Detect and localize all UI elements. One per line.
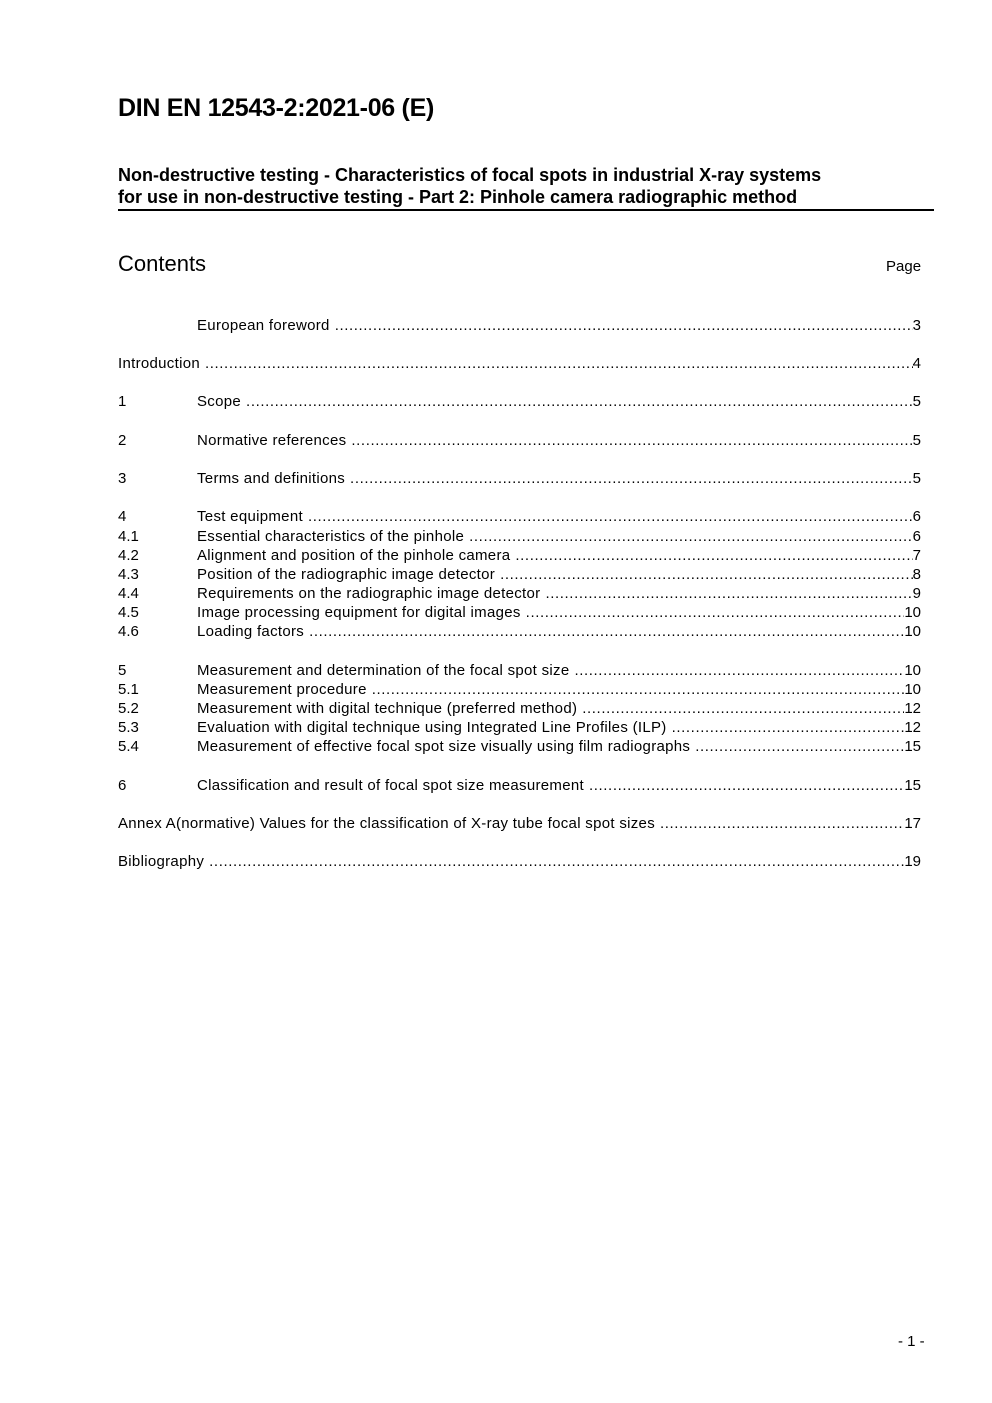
toc-entry-title: Scope	[197, 393, 242, 410]
toc-dot-leader	[308, 507, 913, 526]
toc-entry[interactable]	[118, 680, 921, 699]
toc-entry-number: 4.1	[118, 528, 139, 545]
toc-entry-number: 2	[118, 432, 127, 449]
toc-entry-page: 17	[904, 815, 921, 832]
toc-dot-leader	[589, 776, 904, 795]
toc-entry[interactable]	[118, 814, 921, 833]
toc-entry-title: Requirements on the radiographic image detector	[197, 585, 541, 602]
toc-entry-page: 10	[904, 604, 921, 621]
toc-entry-page: 6	[912, 528, 921, 545]
toc-dot-leader	[209, 852, 904, 871]
toc-dot-leader	[526, 603, 905, 622]
toc-entry-title: Terms and definitions	[197, 470, 346, 487]
document-title	[118, 164, 934, 211]
toc-entry-title: Annex A(normative) Values for the classification of X-ray tube focal spot sizes	[118, 815, 655, 832]
toc-dot-leader	[309, 622, 904, 641]
toc-entry-title: Essential characteristics of the pinhole	[197, 528, 465, 545]
toc-entry-page: 5	[912, 432, 921, 449]
document-id: DIN EN 12543-2:2021-06 (E)	[118, 94, 434, 122]
contents-heading: Contents	[118, 251, 207, 276]
toc-entry[interactable]	[118, 776, 921, 795]
toc-entry-number: 4.4	[118, 585, 139, 602]
toc-entry[interactable]	[118, 507, 921, 526]
toc-entry[interactable]	[118, 661, 921, 680]
toc-entry-page: 15	[904, 777, 921, 794]
document-title-line-1: Non-destructive testing - Characteristics of focal spots in industrial X-ray systems	[118, 165, 822, 185]
footer-page-number: - 1 -	[898, 1333, 925, 1350]
toc-entry-page: 5	[912, 393, 921, 410]
toc-entry-page: 9	[912, 585, 921, 602]
toc-entry[interactable]	[118, 622, 921, 641]
toc-dot-leader	[469, 527, 913, 546]
toc-entry-number: 6	[118, 777, 127, 794]
toc-entry-page: 10	[904, 681, 921, 698]
toc-dot-leader	[515, 546, 912, 565]
toc-entry-number: 4.6	[118, 623, 139, 640]
toc-entry-title: Introduction	[118, 355, 200, 372]
toc-entry-number: 4	[118, 508, 127, 525]
toc-entry-number: 3	[118, 470, 127, 487]
toc-entry-title: Classification and result of focal spot size measurement	[197, 777, 584, 794]
toc-entry-title: Normative references	[197, 432, 347, 449]
toc-entry-number: 5.4	[118, 738, 139, 755]
toc-entry[interactable]	[118, 699, 921, 718]
toc-entry[interactable]	[118, 737, 921, 756]
toc-entry[interactable]	[118, 718, 921, 737]
page-column-heading: Page	[886, 258, 922, 275]
toc-entry-title: Measurement procedure	[197, 681, 367, 698]
toc-dot-leader	[672, 718, 905, 737]
toc-entry-page: 6	[912, 508, 921, 525]
toc-entry-number: 5.3	[118, 719, 139, 736]
toc-entry-number: 4.3	[118, 566, 139, 583]
toc-entry-title: Bibliography	[118, 853, 205, 870]
toc-dot-leader	[500, 565, 913, 584]
toc-entry-page: 7	[912, 547, 921, 564]
toc-dot-leader	[660, 814, 904, 833]
toc-entry-title: Alignment and position of the pinhole camera	[197, 547, 511, 564]
toc-entry-title: European foreword	[197, 317, 330, 334]
toc-dot-leader	[372, 680, 905, 699]
toc-entry-title: Measurement and determination of the focal spot size	[197, 662, 570, 679]
toc-entry-page: 12	[904, 719, 921, 736]
toc-entry-title: Test equipment	[197, 508, 303, 525]
toc-entry-title: Position of the radiographic image detector	[197, 566, 496, 583]
toc-dot-leader	[205, 354, 913, 373]
toc-entry[interactable]	[118, 603, 921, 622]
toc-entry-title: Loading factors	[197, 623, 305, 640]
toc-entry-title: Measurement of effective focal spot size visually using film radiographs	[197, 738, 691, 755]
toc-entry-page: 19	[904, 853, 921, 870]
toc-entry-number: 5.2	[118, 700, 139, 717]
toc-entry-number: 4.2	[118, 547, 139, 564]
toc-entry-number: 5	[118, 662, 127, 679]
toc-entry-page: 4	[912, 355, 921, 372]
toc-entry-page: 5	[912, 470, 921, 487]
toc-entry[interactable]	[118, 527, 921, 546]
toc-dot-leader	[695, 737, 904, 756]
toc-entry-number: 5.1	[118, 681, 139, 698]
toc-entry-page: 10	[904, 662, 921, 679]
toc-entry-title: Evaluation with digital technique using Integrated Line Profiles (ILP)	[197, 719, 667, 736]
toc-entry[interactable]	[118, 584, 921, 603]
toc-entry-number: 4.5	[118, 604, 139, 621]
toc-entry-title: Measurement with digital technique (preferred method)	[197, 700, 578, 717]
toc-dot-leader	[582, 699, 904, 718]
toc-entry[interactable]	[118, 565, 921, 584]
toc-dot-leader	[335, 316, 913, 335]
toc-entry-page: 10	[904, 623, 921, 640]
toc-dot-leader	[351, 431, 912, 450]
toc-dot-leader	[246, 392, 913, 411]
toc-entry[interactable]	[118, 546, 921, 565]
toc-entry-page: 12	[904, 700, 921, 717]
toc-entry-number: 1	[118, 393, 127, 410]
toc-entry-page: 3	[912, 317, 921, 334]
toc-entry[interactable]	[118, 431, 921, 450]
document-title-line-2: for use in non-destructive testing - Part 2: Pinhole camera radiographic method	[118, 187, 798, 207]
toc-entry[interactable]	[118, 852, 921, 871]
toc-dot-leader	[545, 584, 912, 603]
toc-dot-leader	[350, 469, 913, 488]
toc-entry[interactable]	[118, 354, 921, 373]
toc-dot-leader	[574, 661, 904, 680]
toc-entry-page: 8	[912, 566, 921, 583]
toc-entry[interactable]	[118, 316, 921, 335]
toc-entry[interactable]	[118, 392, 921, 411]
toc-entry-title: Image processing equipment for digital images	[197, 604, 521, 621]
toc-entry-page: 15	[904, 738, 921, 755]
toc-entry[interactable]	[118, 469, 921, 488]
